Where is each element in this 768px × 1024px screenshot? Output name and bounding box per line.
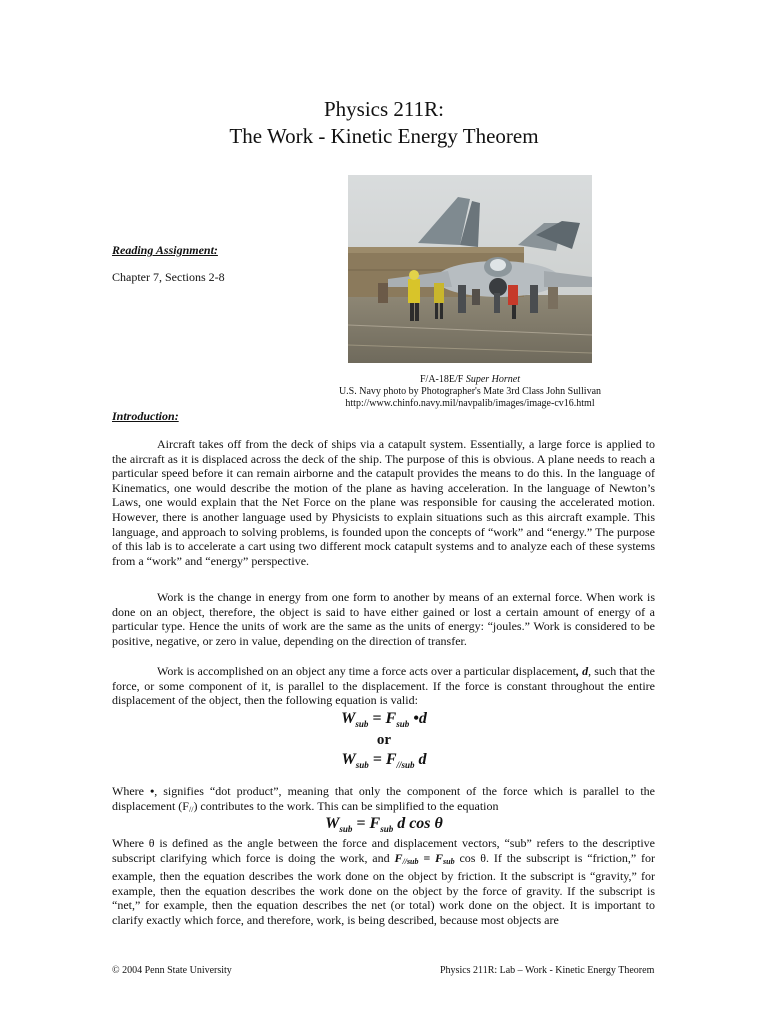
reading-assignment-heading: Reading Assignment: (112, 243, 218, 257)
eq3-f: F (369, 815, 381, 832)
eq1-f: F (385, 710, 397, 727)
intro-paragraph-2: Work is the change in energy from one form to another by means of an external force. When work is done on an object, therefore, the object is said to have either gained or lost a certain amount of energy of a particular type. Hence the units of work are the same as the units of energy: “joules.” Work is considered to be positive, negative, or zero in value, depending on the direction of transfer. (112, 590, 655, 648)
eq2-w-sub: sub (355, 760, 369, 771)
p5-f: F (394, 850, 403, 865)
intro-paragraph-3 (112, 664, 655, 708)
title-line-2: The Work - Kinetic Energy Theorem (229, 124, 539, 148)
eq1-w-sub: sub (355, 719, 369, 730)
document-title (0, 96, 768, 150)
equation-work-dot-product (0, 710, 768, 729)
eq3-f-sub: sub (380, 824, 394, 835)
eq1-dot: • (409, 710, 419, 727)
caption-url: http://www.chinfo.navy.mil/navpalib/images/image-cv16.html (345, 398, 595, 409)
photo-caption (330, 374, 610, 410)
eq3-w-sub: sub (339, 824, 353, 835)
eq3-equals: = (352, 815, 370, 832)
p5-equals-f: = F (418, 850, 444, 865)
caption-credit: U.S. Navy photo by Photographer's Mate 3rd Class John Sullivan (338, 386, 602, 397)
eq2-d: d (414, 751, 427, 768)
p5-text-b: cos θ. If the subscript is “friction,” for example, then the equation describes the work done on the object by friction. It the subscript is “gravity,” for example, then the equation describes the work done on the object by the force of gravity. If the subscript is “net,” for example, then the equation describes the net (or total) work done on the object. It is important to clarify exactly which force, and therefore, work, is being described, because most objects are (112, 850, 656, 927)
aircraft-photo (348, 175, 592, 363)
equation-work-cosine (0, 815, 768, 834)
eq1-w: W (341, 710, 356, 727)
intro-paragraph-1: Aircraft takes off from the deck of ships via a catapult system. Essentially, a large force is applied to the aircraft as it is displaced across the deck of the ship. The purpose of this is obvious. A plane needs to reach a particular speed before it can remain airborne and the catapult provides the means to do this. In the language of Kinematics, one would describe the motion of the plane as having acceleration. In the language of Newton’s Laws, one would explain that the Net Force on the plane was responsible for causing the accelerated motion. However, there is another language used by Physicists to explain situations such as this aircraft example. This language, and approach to solving problems, is founded upon the concepts of “work” and “energy.” The purpose of this lab is to accelerate a cart using two different mock catapult systems and to analyze each of these systems from a “work” and “energy” perspective. (112, 437, 655, 568)
p4-dot-symbol: • (150, 784, 155, 798)
eq3-d-cos-theta: d cos θ (393, 815, 443, 832)
eq2-w: W (341, 751, 356, 768)
eq2-f-sub: //sub (396, 760, 415, 771)
eq1-d: d (418, 710, 427, 727)
equation-work-parallel (0, 751, 768, 770)
title-line-1: Physics 211R: (324, 97, 444, 121)
p4-text-c: ) contributes to the work. This can be simplified to the equation (193, 798, 499, 813)
caption-aircraft-name: Super Hornet (465, 374, 520, 385)
p5-f-sub-2: sub (443, 856, 455, 866)
eq2-f: F (385, 751, 397, 768)
p4-text-b: , signifies “dot product”, meaning that only the component of the force which is parallel to the displacement (F (112, 784, 655, 813)
p3-displacement-symbol: , d (576, 664, 589, 678)
footer-course-title: Physics 211R: Lab – Work - Kinetic Energy Theorem (440, 965, 655, 976)
introduction-heading: Introduction: (112, 409, 179, 423)
p5-f-sub: //sub (402, 856, 419, 866)
caption-title (330, 374, 610, 386)
p3-text-b: , such that the force, or some component of it, is parallel to the displacement. If the force is constant throughout the entire displacement of the object, then the following equation is valid: (112, 664, 656, 708)
p3-text-a: Work is accomplished on an object any time a force acts over a particular displacement (157, 664, 577, 678)
caption-model: F/A-18E/F (419, 374, 464, 385)
equation-or: or (376, 732, 392, 748)
intro-paragraph-5 (112, 836, 655, 928)
p5-text-a: Where θ is defined as the angle between the force and displacement vectors, “sub” refers to the descriptive subscript clarifying which force is doing the work, and (112, 836, 655, 865)
reading-assignment-text: Chapter 7, Sections 2-8 (112, 270, 225, 284)
p4-parallel-sub: // (188, 804, 194, 814)
intro-paragraph-4 (112, 784, 655, 817)
eq2-equals: = (368, 751, 386, 768)
eq1-equals: = (368, 710, 386, 727)
eq3-w: W (325, 815, 340, 832)
p4-text-a: Where (112, 784, 150, 798)
eq1-f-sub: sub (396, 719, 410, 730)
footer-copyright: © 2004 Penn State University (112, 965, 232, 976)
